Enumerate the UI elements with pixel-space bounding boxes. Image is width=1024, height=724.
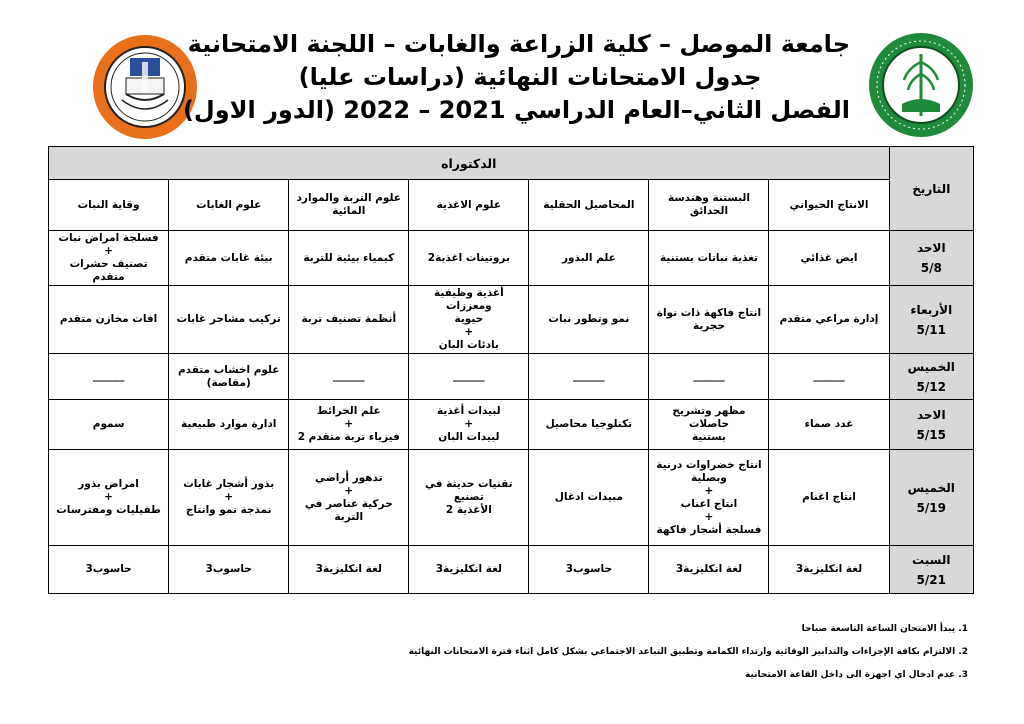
exam-subject-cell: [409, 286, 529, 354]
exam-subject-cell: [649, 286, 769, 354]
subject-line: ______: [453, 370, 485, 382]
subject-line: نمذجة نمو وانتاج: [185, 504, 272, 516]
subject-line: بروتينات اغذية2: [427, 251, 510, 264]
subject-line: مبيدات ادغال: [554, 491, 623, 503]
exam-subject-cell: [769, 546, 889, 594]
exam-subject-cell: [529, 400, 649, 450]
subject-line: فيزياء تربة متقدم 2: [297, 431, 400, 443]
page-header: [0, 28, 1024, 138]
subject-line: افات مخازن متقدم: [59, 313, 158, 325]
exam-subject-cell: [769, 450, 889, 546]
subject-line: تركيب مشاجر غابات: [176, 313, 281, 325]
subject-line: تدهور أراضي: [314, 471, 383, 484]
exam-subject-cell: [529, 546, 649, 594]
subject-line: أنظمة تصنيف تربة: [301, 313, 397, 325]
department-column-header: علوم الغابات: [169, 180, 289, 231]
doctorate-group-header: الدكتوراه: [49, 147, 890, 180]
exam-subject-cell: [649, 354, 769, 400]
exam-subject-cell: [289, 354, 409, 400]
schedule-row: [49, 231, 974, 286]
exam-subject-cell: [289, 450, 409, 546]
subject-line: ______: [573, 370, 605, 382]
note-item: 3. عدم ادخال اي اجهزة الى داخل القاعة الامتحانية: [745, 670, 968, 680]
exam-subject-cell: [409, 546, 529, 594]
date-cell: [889, 231, 973, 286]
subject-line: انتاج اعناب: [680, 497, 738, 510]
subject-line: وبصلية: [691, 471, 727, 484]
subject-line: علوم اخشاب متقدم: [177, 363, 280, 376]
subject-line: بستنية: [692, 431, 726, 443]
schedule-row: [49, 354, 974, 400]
subject-line: امراض بذور: [78, 478, 139, 490]
subject-line: طفيليات ومفترسات: [56, 504, 161, 516]
subject-line: حاسوب3: [85, 563, 132, 575]
subject-line: حجرية: [692, 319, 725, 332]
header-titles: [182, 28, 850, 127]
exam-subject-cell: [769, 286, 889, 354]
date-cell: [889, 354, 973, 400]
subject-line: لغة انكليزية3: [315, 563, 382, 575]
subject-line: بذور أشجار غابات: [183, 478, 275, 490]
exam-subject-cell: [649, 450, 769, 546]
exam-subject-cell: [169, 450, 289, 546]
subject-line: لغة انكليزية3: [435, 563, 502, 575]
subject-line: ______: [333, 370, 365, 382]
exam-subject-cell: [49, 546, 169, 594]
exam-subject-cell: [49, 286, 169, 354]
subject-line: +: [344, 418, 354, 430]
exam-subject-cell: [769, 354, 889, 400]
subject-line: انتاج فاكهة ذات نواة: [656, 306, 762, 319]
day-name: الخميس: [907, 480, 955, 495]
subject-line: لبيدات أغذية: [437, 405, 501, 417]
subject-line: ______: [693, 370, 725, 382]
subject-line: مظهر وتشريح حاصلات: [672, 405, 746, 430]
exam-date: 5/12: [916, 379, 946, 394]
subject-line: بيئة غابات متقدم: [184, 251, 273, 264]
college-of-agriculture-forestry-seal-icon: [868, 32, 974, 138]
day-name: الاحد: [916, 241, 946, 255]
subject-line: +: [104, 245, 113, 257]
exam-subject-cell: [289, 546, 409, 594]
exam-subject-cell: [169, 354, 289, 400]
subject-line: الأغذية 2: [445, 504, 492, 516]
subject-line: ______: [92, 370, 125, 382]
date-cell: [889, 286, 973, 354]
subject-line: حاسوب3: [205, 563, 252, 575]
exam-subject-cell: [49, 231, 169, 286]
exam-subject-cell: [529, 354, 649, 400]
header-line-1: جامعة الموصل – كلية الزراعة والغابات – اللجنة الامتحانية: [187, 30, 850, 58]
exam-subject-cell: [649, 400, 769, 450]
subject-line: إدارة مراعي متقدم: [779, 313, 879, 325]
exam-schedule-table: [48, 146, 974, 594]
day-name: الأربعاء: [910, 302, 953, 317]
exam-date: 5/8: [920, 261, 942, 275]
subject-line: +: [464, 326, 474, 338]
exam-subject-cell: [409, 231, 529, 286]
day-name: السبت: [912, 552, 951, 567]
subject-line: كيمياء بيئية للتربة: [303, 251, 395, 264]
exam-subject-cell: [649, 231, 769, 286]
subject-line: فسلجة أشجار فاكهة: [656, 523, 762, 536]
subject-line: +: [344, 484, 354, 497]
day-name: الخميس: [907, 359, 955, 374]
subject-line: لغة انكليزية3: [795, 563, 863, 575]
department-column-header: المحاصيل الحقلية: [529, 180, 649, 231]
date-column-header: التاريخ: [889, 147, 973, 231]
exam-subject-cell: [49, 354, 169, 400]
exam-subject-cell: [529, 286, 649, 354]
exam-subject-cell: [289, 286, 409, 354]
note-item: 1. يبدأ الامتحان الساعة التاسعة صباحا: [801, 624, 968, 634]
subject-line: ادارة موارد طبيعية: [181, 418, 277, 430]
schedule-row: [49, 450, 974, 546]
subject-line: سموم: [92, 418, 125, 430]
subject-line: تكنلوجيا محاصيل: [545, 418, 633, 430]
subject-line: +: [464, 418, 474, 430]
schedule-row: [49, 400, 974, 450]
department-column-header: علوم التربة والموارد المائية: [289, 180, 409, 231]
subject-line: علم الخرائط: [316, 405, 381, 417]
schedule-row: [49, 546, 974, 594]
date-cell: [889, 450, 973, 546]
subject-line: تغذية نباتات بستنية: [659, 251, 758, 264]
subject-line: حيوية: [454, 313, 484, 325]
day-name: الاحد: [916, 407, 946, 422]
exam-subject-cell: [409, 354, 529, 400]
schedule-row: [49, 286, 974, 354]
exam-date: 5/15: [916, 427, 946, 442]
note-item: 2. الالتزام بكافة الإجراءات والتدابير الوقائية وارتداء الكمامة وتطبيق التباعد الاجتماعي بشكل كامل اثناء فترة الامتحانات النهائية: [408, 647, 968, 657]
exam-subject-cell: [49, 400, 169, 450]
exam-subject-cell: [649, 546, 769, 594]
subject-line: لبيدات البان: [438, 431, 500, 443]
exam-subject-cell: [289, 400, 409, 450]
header-line-3: الفصل الثاني–العام الدراسي 2021 – 2022 (الدور الاول): [182, 96, 850, 124]
exam-subject-cell: [409, 450, 529, 546]
exam-subject-cell: [769, 231, 889, 286]
date-cell: [889, 400, 973, 450]
exam-subject-cell: [169, 546, 289, 594]
subject-line: +: [704, 510, 714, 523]
exam-subject-cell: [409, 400, 529, 450]
subject-line: غدد صماء: [804, 418, 854, 430]
subject-line: (مقاصة): [206, 376, 251, 389]
exam-subject-cell: [769, 400, 889, 450]
subject-line: بادئات البان: [438, 339, 499, 351]
subject-line: انتاج خضراوات درنية: [656, 458, 762, 471]
exam-subject-cell: [289, 231, 409, 286]
subject-line: حاسوب3: [565, 563, 613, 575]
department-column-header: الانتاج الحيواني: [769, 180, 889, 231]
exam-date: 5/21: [916, 572, 946, 587]
notes-list: [408, 618, 968, 687]
subject-line: نمو وتطور نبات: [548, 313, 630, 325]
subject-line: ايض غذائي: [800, 251, 858, 264]
exam-subject-cell: [529, 450, 649, 546]
exam-subject-cell: [169, 400, 289, 450]
subject-line: حركية عناصر في التربة: [304, 497, 393, 523]
subject-line: تقنيات حديثة في تصنيع: [425, 478, 513, 503]
exam-date: 5/11: [916, 322, 946, 337]
header-line-2: جدول الامتحانات النهائية (دراسات عليا): [298, 63, 762, 91]
subject-line: ______: [813, 370, 845, 382]
subject-line: +: [224, 491, 234, 503]
subject-line: تصنيف حشرات متقدم: [69, 258, 148, 283]
subject-line: +: [704, 484, 714, 497]
subject-line: علم البذور: [561, 251, 616, 264]
department-column-header: علوم الاغذية: [409, 180, 529, 231]
department-column-header: وقاية النبات: [49, 180, 169, 231]
department-column-header: البستنة وهندسة الحدائق: [649, 180, 769, 231]
subject-line: لغة انكليزية3: [675, 563, 743, 575]
exam-subject-cell: [169, 286, 289, 354]
subject-line: انتاج اغنام: [802, 491, 856, 503]
subject-line: أغذية وظيفية ومعززات: [433, 287, 504, 312]
exam-subject-cell: [169, 231, 289, 286]
subject-line: +: [104, 491, 113, 503]
date-cell: [889, 546, 973, 594]
exam-subject-cell: [529, 231, 649, 286]
exam-subject-cell: [49, 450, 169, 546]
subject-line: فسلجة امراض نبات: [58, 232, 159, 244]
exam-date: 5/19: [916, 500, 946, 515]
